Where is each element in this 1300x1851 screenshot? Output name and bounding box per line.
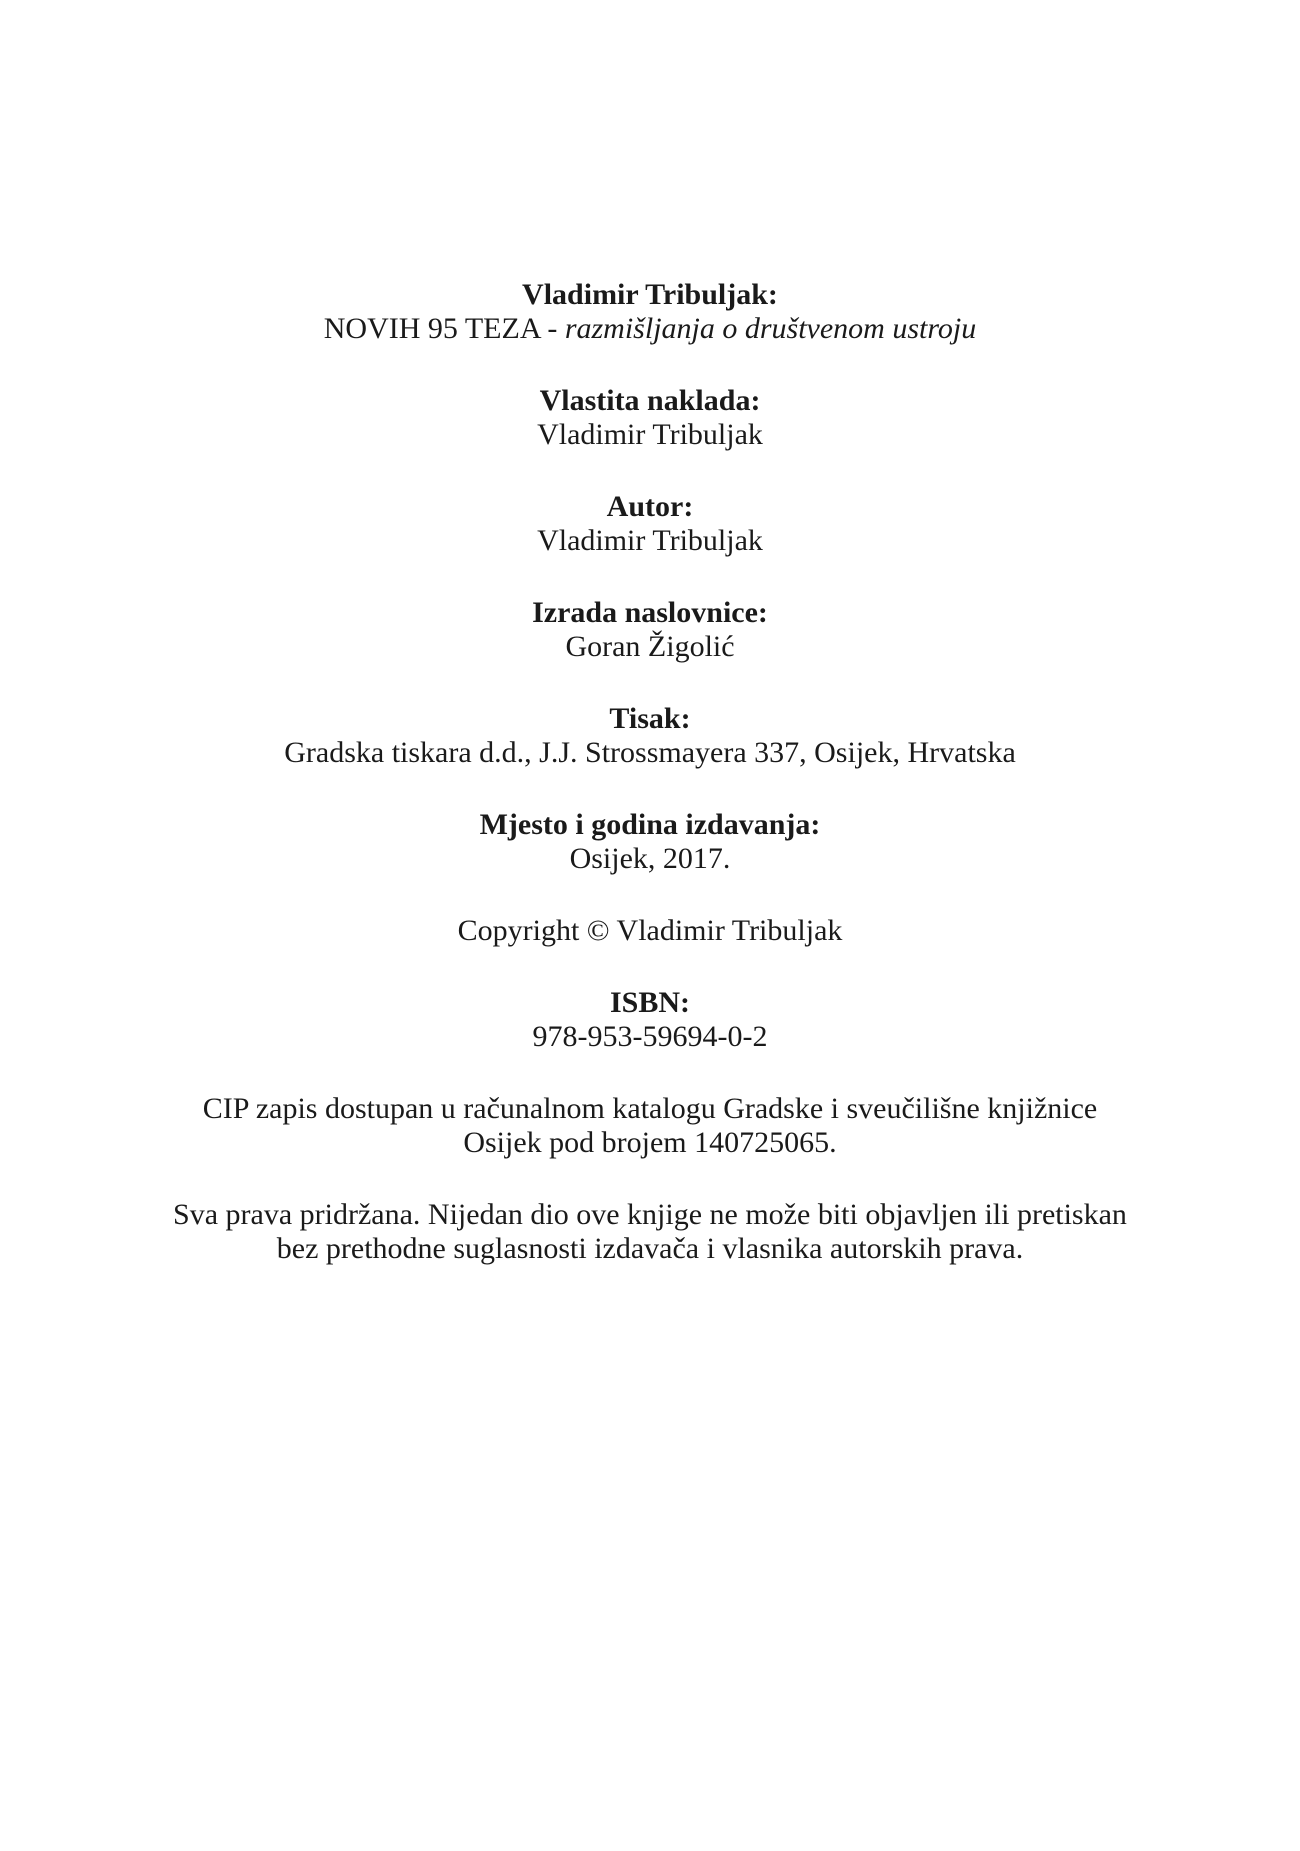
isbn-value: 978-953-59694-0-2 — [532, 1020, 768, 1053]
publisher-section — [0, 384, 1300, 452]
book-subtitle: razmišljanja o društvenom ustroju — [564, 312, 977, 345]
rights-note: Sva prava pridržana. Nijedan dio ove knjige ne može biti objavljen ili pretiskan bez prethodne suglasnosti izdavača i vlasnika autorskih prava. — [173, 1198, 1127, 1265]
book-title-line — [0, 312, 1300, 346]
book-title-main: NOVIH 95 TEZA - — [323, 312, 565, 345]
section-value: Vladimir Tribuljak — [537, 418, 763, 451]
print-section — [0, 702, 1300, 770]
section-label: Vlastita naklada: — [539, 384, 761, 417]
section-value: Osijek, 2017. — [569, 842, 731, 875]
cip-note: CIP zapis dostupan u računalnom katalogu Gradske i sveučilišne knjižnice Osijek pod brojem 140725065. — [202, 1092, 1098, 1159]
book-title-block — [0, 278, 1300, 346]
section-value: Goran Žigolić — [565, 630, 735, 663]
section-label: Izrada naslovnice: — [532, 596, 768, 629]
isbn-section — [0, 986, 1300, 1054]
section-label: Mjesto i godina izdavanja: — [479, 808, 821, 841]
book-author-line: Vladimir Tribuljak: — [522, 278, 778, 311]
publication-place-section — [0, 808, 1300, 876]
author-section — [0, 490, 1300, 558]
cover-design-section — [0, 596, 1300, 664]
isbn-label: ISBN: — [609, 986, 691, 1019]
section-label: Autor: — [606, 490, 694, 523]
section-label: Tisak: — [609, 702, 691, 735]
section-value: Gradska tiskara d.d., J.J. Strossmayera 337, Osijek, Hrvatska — [284, 736, 1016, 769]
copyright-line: Copyright © Vladimir Tribuljak — [457, 914, 843, 947]
section-value: Vladimir Tribuljak — [537, 524, 763, 557]
